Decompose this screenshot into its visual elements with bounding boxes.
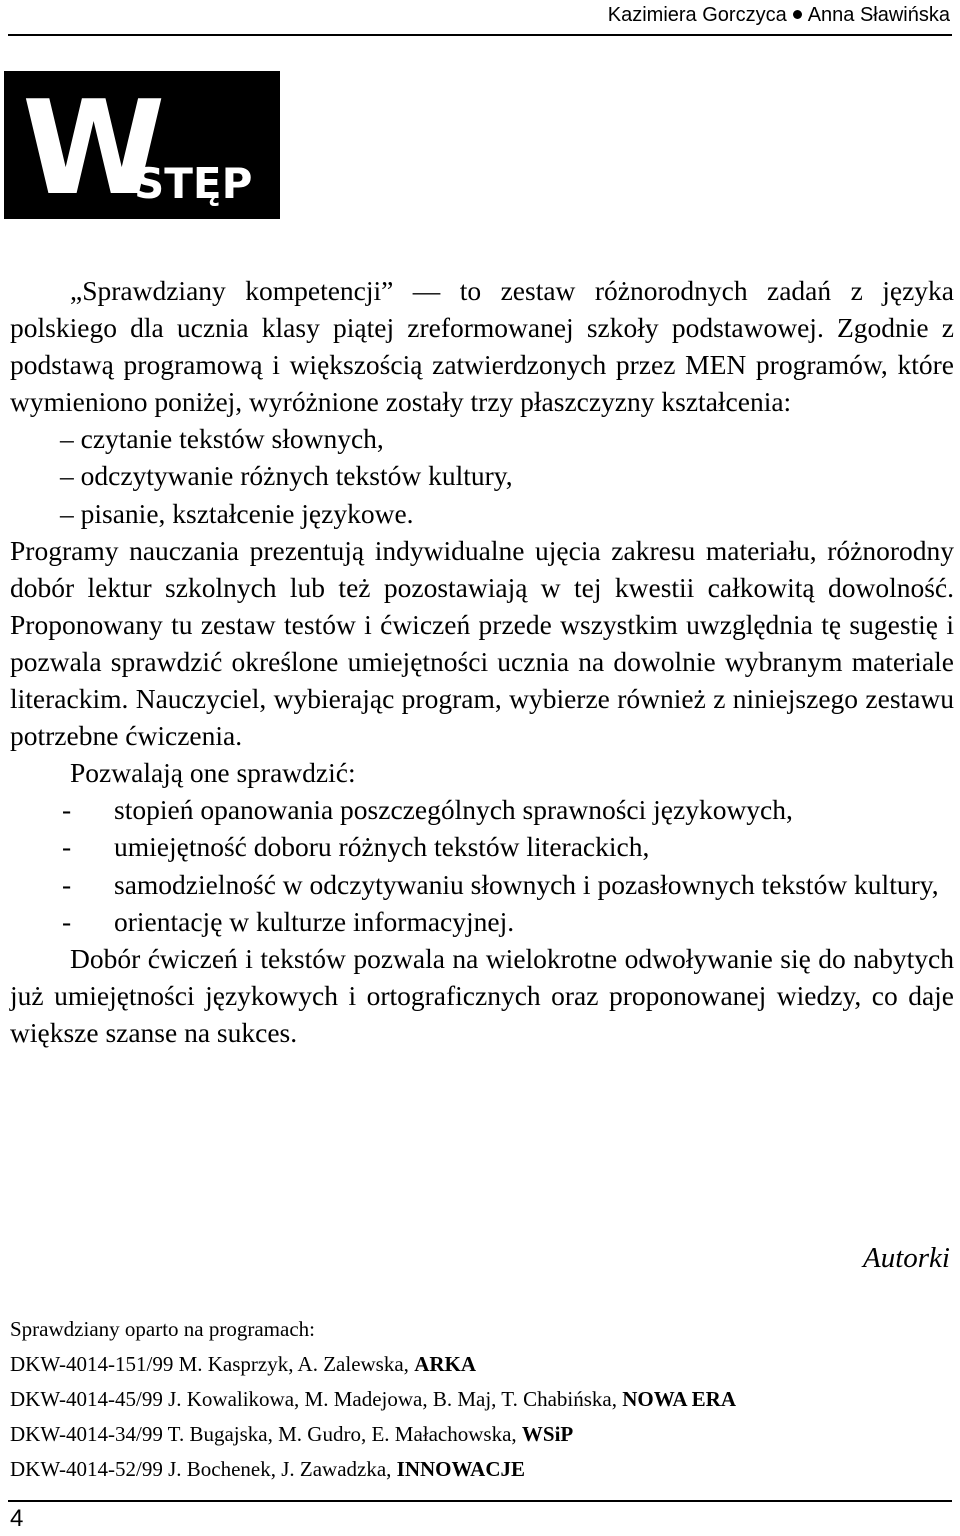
list-item [10, 866, 954, 903]
source-entry-text: DKW-4014-45/99 J. Kowalikowa, M. Madejowa, B. Maj, T. Chabińska, [10, 1387, 623, 1411]
plane-item: – czytanie tekstów słownych, [60, 423, 384, 455]
page-number: 4 [10, 1505, 24, 1532]
sources-block [10, 1312, 950, 1487]
list-item-text: umiejętność doboru różnych tekstów literackich, [114, 831, 650, 863]
source-publisher: WSiP [521, 1422, 574, 1446]
intro-body [10, 272, 954, 1051]
list-marker: - [62, 794, 72, 826]
list-item [10, 828, 954, 865]
header-author-2: Anna Sławińska [807, 4, 950, 26]
list-item [10, 903, 954, 940]
list-item-text: samodzielność w odczytywaniu słownych i pozasłownych tekstów kultury, [114, 868, 939, 900]
sources-heading: Sprawdziany oparto na programach: [10, 1317, 315, 1341]
list-marker: - [62, 831, 72, 863]
intro-paragraph-2: Programy nauczania prezentują indywidualne ujęcia zakresu materiału, różnorodny dobór lektur szkolnych lub też pozostawiają w tej kwestii całkowitą dowolność. Proponowany tu zestaw testów i ćwiczeń przede wszystkim uwzględnia tę sugestię i pozwala sprawdzić określone umiejętności ucznia na dowolnie wybranym materiale literackim. Nauczyciel, wybierając program, wybierze również z niniejszego zestawu potrzebne ćwiczenia. [10, 534, 954, 752]
bullet-dot-icon [793, 10, 802, 19]
section-title-rest: STĘP [134, 159, 253, 208]
list-item-text: stopień opanowania poszczególnych sprawności językowych, [114, 794, 793, 826]
intro-paragraph-4: Dobór ćwiczeń i tekstów pozwala na wielokrotne odwoływanie się do nabytych już umiejętności językowych i ortograficznych oraz proponowanej wiedzy, co daje większe szanse na sukces. [10, 942, 954, 1048]
list-item-text: orientację w kulturze informacyjnej. [114, 905, 515, 937]
list-marker: - [62, 905, 72, 937]
source-entry [10, 1452, 950, 1487]
section-title-initial: W [22, 72, 162, 224]
footer-rule [8, 1500, 952, 1502]
source-entry-text: DKW-4014-52/99 J. Bochenek, J. Zawadzka, [10, 1457, 397, 1481]
source-publisher: INNOWACJE [396, 1457, 526, 1481]
plane-item: – pisanie, kształcenie językowe. [60, 497, 414, 529]
plane-item: – odczytywanie różnych tekstów kultury, [60, 460, 513, 492]
list-item [10, 791, 954, 828]
header-author-1: Kazimiera Gorczyca [607, 4, 787, 26]
intro-paragraph-1: „Sprawdziany kompetencji” — to zestaw różnorodnych zadań z języka polskiego dla ucznia klasy piątej zreformowanej szkoły podstawowej. Zgodnie z podstawą programową i większością zatwierdzonych przez MEN programów, które wymieniono poniżej, wyróżnione zostały trzy płaszczyzny kształcenia: [10, 275, 954, 418]
source-entry-text: DKW-4014-34/99 T. Bugajska, M. Gudro, E. Małachowska, [10, 1422, 522, 1446]
skills-list [10, 791, 954, 939]
signature: Autorki [863, 1242, 950, 1274]
source-publisher: NOWA ERA [622, 1387, 737, 1411]
list-marker: - [62, 868, 72, 900]
running-header [608, 0, 950, 30]
source-entry-text: DKW-4014-151/99 M. Kasprzyk, A. Zalewska, [10, 1352, 415, 1376]
section-title-block [4, 71, 280, 224]
header-rule [8, 34, 952, 36]
source-publisher: ARKA [414, 1352, 477, 1376]
intro-paragraph-3: Pozwalają one sprawdzić: [70, 757, 356, 789]
source-entry [10, 1347, 950, 1382]
source-entry [10, 1382, 950, 1417]
source-entry [10, 1417, 950, 1452]
